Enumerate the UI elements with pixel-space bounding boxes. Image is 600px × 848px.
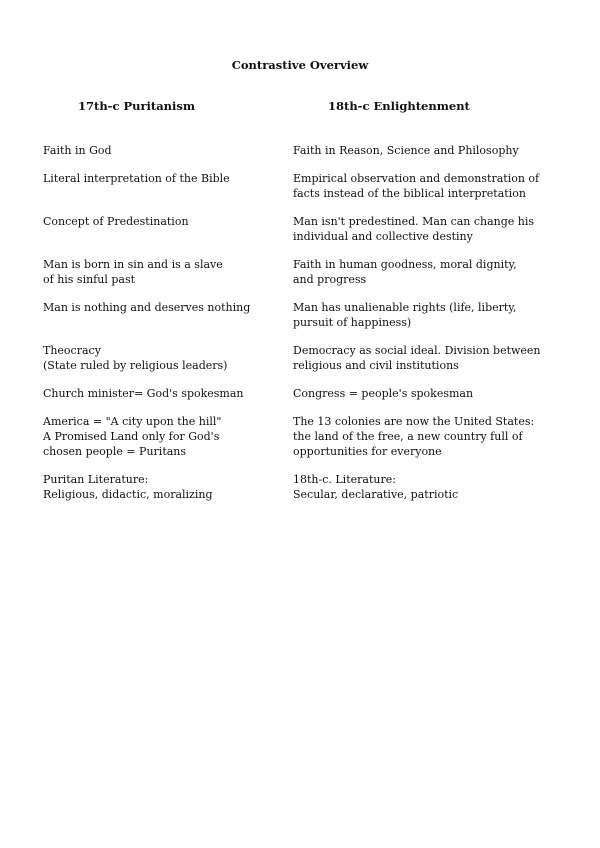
puritanism-cell: Concept of Predestination (43, 215, 189, 228)
puritanism-cell: Man is born in sin and is a slave of his sinful past (43, 258, 223, 286)
column-heading-puritanism: 17th-c Puritanism (78, 99, 196, 113)
enlightenment-cell: Congress = people's spokesman (293, 387, 474, 400)
puritanism-cell: Theocracy (State ruled by religious leaders) (43, 344, 228, 372)
enlightenment-cell: Faith in Reason, Science and Philosophy (293, 144, 519, 157)
page-title: Contrastive Overview (231, 58, 369, 72)
enlightenment-cell: Democracy as social ideal. Division between religious and civil institutions (293, 344, 541, 372)
puritanism-cell: Puritan Literature: Religious, didactic, moralizing (43, 473, 213, 501)
puritanism-cell: Church minister= God's spokesman (43, 387, 244, 400)
puritanism-cell: Man is nothing and deserves nothing (43, 301, 251, 314)
puritanism-cell: Literal interpretation of the Bible (43, 172, 230, 185)
puritanism-cell: Faith in God (43, 144, 112, 157)
puritanism-cell: America = "A city upon the hill" A Promised Land only for God's chosen people = Puritans (43, 415, 222, 458)
column-heading-enlightenment: 18th-c Enlightenment (328, 99, 470, 113)
enlightenment-cell: Man isn't predestined. Man can change his individual and collective destiny (293, 215, 535, 243)
enlightenment-cell: Faith in human goodness, moral dignity, and progress (293, 258, 517, 286)
enlightenment-cell: Empirical observation and demonstration of facts instead of the biblical interpretation (293, 172, 540, 200)
enlightenment-cell: The 13 colonies are now the United States: the land of the free, a new country full of opportunities for everyone (293, 415, 535, 458)
enlightenment-cell: Man has unalienable rights (life, liberty, pursuit of happiness) (293, 301, 517, 329)
enlightenment-cell: 18th-c. Literature: Secular, declarative, patriotic (293, 473, 459, 501)
